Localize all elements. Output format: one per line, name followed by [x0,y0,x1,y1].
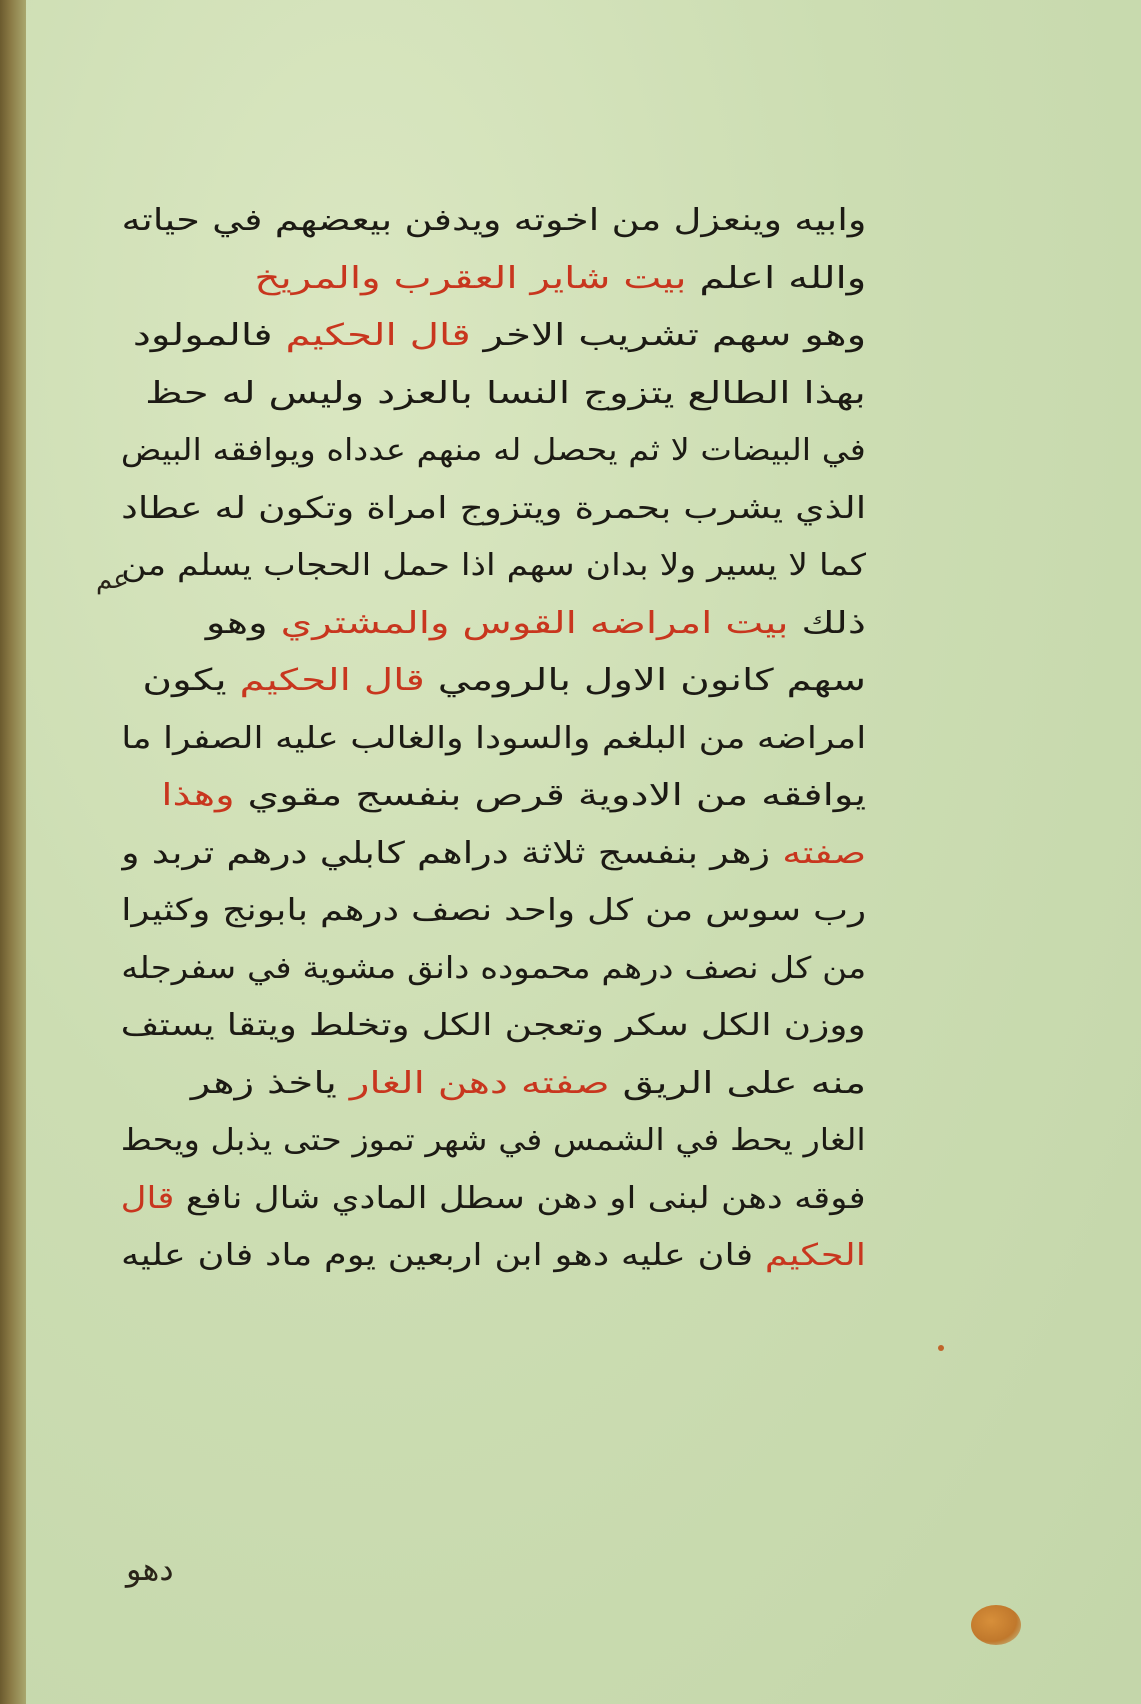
rubric-text: بيت امراضه القوس والمشتري [280,605,789,641]
text-line [121,1112,866,1170]
manuscript-page [26,0,1141,1704]
text-line [121,595,866,653]
body-text: ووزن الكل سكر وتعجن الكل وتخلط ويتقا يستف [121,1008,866,1043]
body-text: فوقه دهن لبنى او دهن سطل المادي شال نافع [174,1180,866,1216]
body-text: رب سوس من كل واحد نصف درهم بابونج وكثيرا [121,893,866,928]
rubric-text: قال [121,1180,175,1216]
text-line [121,1227,866,1285]
body-text: الذي يشرب بحمرة ويتزوج امراة وتكون له عطاد [121,490,866,526]
body-text: منه على الريق [609,1065,866,1101]
rubric-text: بيت شاير العقرب والمريخ [253,260,687,296]
body-text: وهو سهم تشريب الاخر [470,318,866,353]
body-text: في البيضات لا ثم يحصل له منهم عدداه ويوافقه البيض [121,433,866,468]
ink-stain [971,1605,1021,1645]
text-line [121,940,866,998]
rubric-text: صفته دهن الغار [349,1065,610,1101]
text-line [121,1170,866,1228]
text-line [121,825,866,883]
text-line [121,365,866,423]
marginal-note: عم [96,565,129,595]
text-line [121,710,866,768]
text-line [121,250,866,308]
body-text: وهو [205,605,281,641]
body-text: فان عليه دهو ابن اربعين يوم ماد فان عليه [121,1238,765,1273]
body-text: سهم كانون الاول بالرومي [424,663,866,698]
text-line [121,652,866,710]
rubric-text: قال الحكيم [239,663,425,698]
body-text: بهذا الطالع يتزوج النسا بالعزد وليس له حظ [145,375,866,411]
body-text: زهر بنفسج ثلاثة دراهم كابلي درهم تربد و [121,835,783,871]
rubric-text: وهذا [161,778,235,813]
text-line [121,537,866,595]
catchword: دهو [126,1550,174,1588]
body-text: كما لا يسير ولا بدان سهم اذا حمل الحجاب يسلم من [121,548,866,583]
rubric-text: قال الحكيم [285,318,471,353]
text-line [121,882,866,940]
rubric-text: الحكيم [764,1238,866,1273]
text-line [121,307,866,365]
text-line [121,767,866,825]
text-line [121,997,866,1055]
main-text-block [121,192,866,1285]
body-text: الغار يحط في الشمس في شهر تموز حتى يذبل ويحط [121,1123,866,1158]
body-text: يوافقه من الادوية قرص بنفسج مقوي [234,778,866,813]
body-text: ذلك [788,605,866,641]
body-text: من كل نصف درهم محموده دانق مشوية في سفرجله [121,950,866,986]
body-text: يكون [142,663,240,698]
binding-gutter [0,0,26,1704]
text-line [121,422,866,480]
body-text: امراضه من البلغم والسودا والغالب عليه الصفرا ما [121,720,866,756]
text-line [121,480,866,538]
body-text: والله اعلم [686,260,866,296]
body-text: ياخذ زهر [190,1065,350,1101]
rubric-text: صفته [782,835,866,871]
ink-dot [938,1345,944,1351]
text-line [121,192,866,250]
body-text: وابيه وينعزل من اخوته ويدفن بيعضهم في حياته [121,203,866,238]
text-line [121,1055,866,1113]
body-text: فالمولود [132,318,286,353]
